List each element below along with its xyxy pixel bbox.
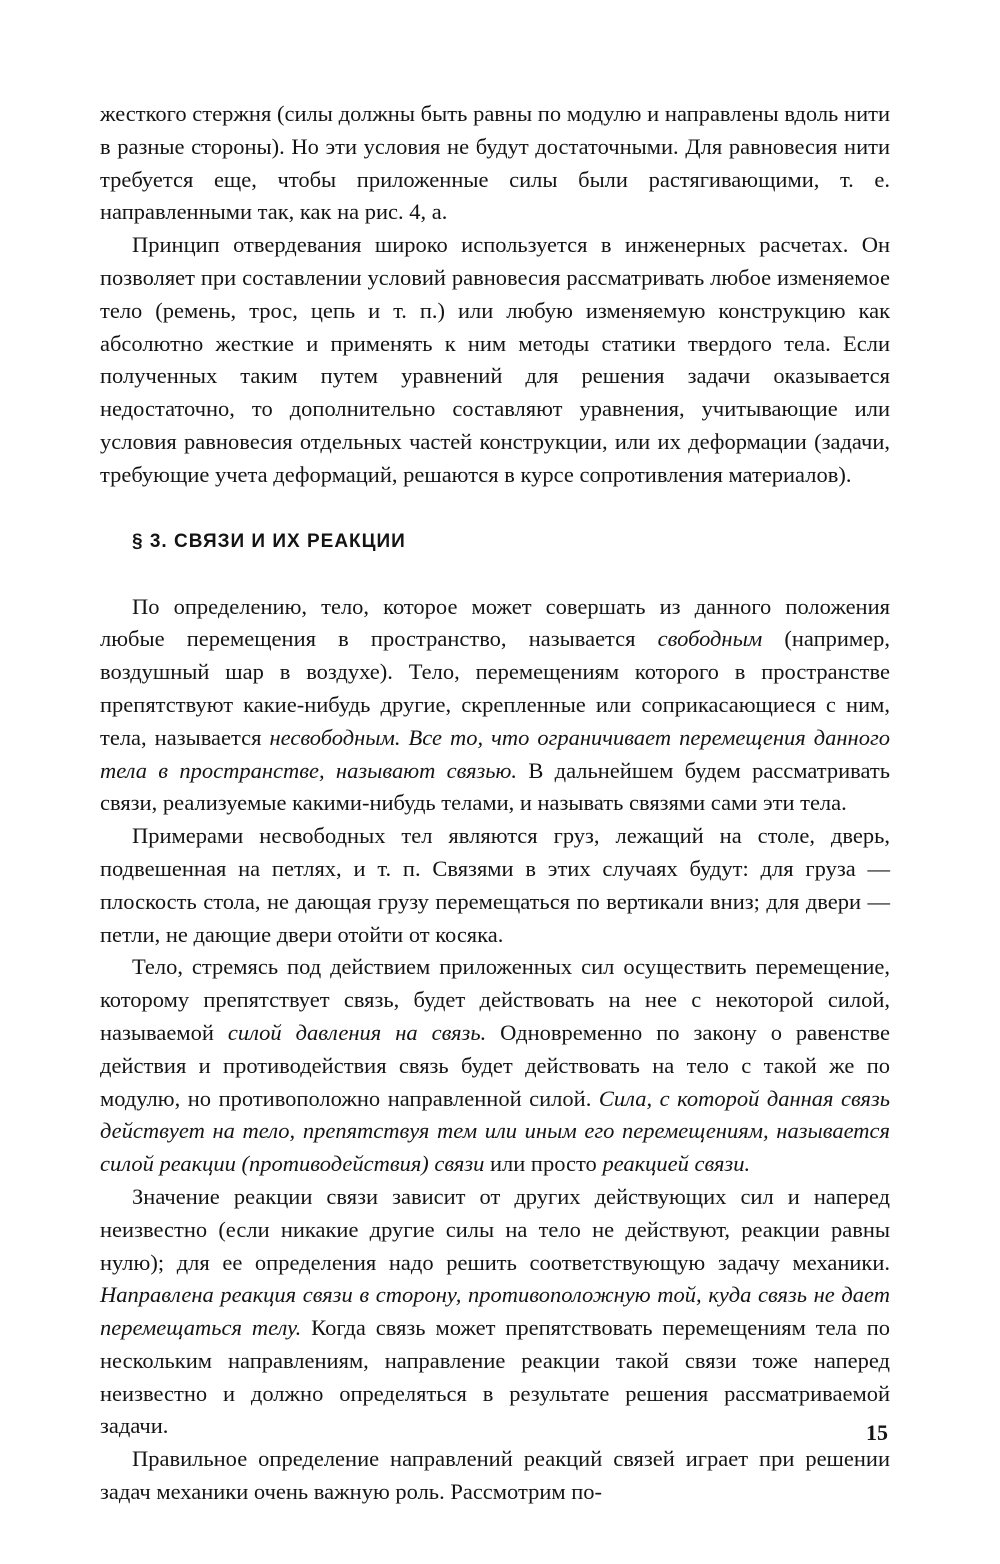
italic-rule: Направлена реакция связи в сторону, противоположную той, куда связь не дает перемещаться телу.	[100, 1282, 890, 1341]
italic-term: силой давления на связь.	[227, 1019, 487, 1045]
paragraph-definition-free-body	[100, 591, 890, 821]
paragraph-continued: жесткого стержня (силы должны быть равны по модулю и направлены вдоль нити в разные стороны). Но эти условия не будут достаточными. Для равновесия нити требуется еще, чтобы приложенные силы были растягивающими, т. е. направленными так, как на рис. 4, а.	[100, 101, 890, 225]
text-run: В дальнейшем будем рассматривать связи, реализуемые какими-нибудь телами, и называть связями сами эти тела.	[100, 757, 890, 816]
text-run: Одновременно по закону о равенстве действия и противодействия связь будет действовать на тело с такой же по модулю, но противоположно направленной силой.	[100, 1019, 890, 1111]
italic-definition: Сила, с которой данная связь действует на тело, препятствуя тем или иным его перемещениям, называется силой реакции (противодействия) связи	[100, 1085, 890, 1177]
page-body	[100, 98, 890, 1509]
text-run: По определению, тело, которое может совершать из данного положения любые перемещения в пространство, называется	[100, 593, 890, 652]
text-run: Значение реакции связи зависит от других действующих сил и наперед неизвестно (если никакие другие силы на тело не действуют, реакции равны нулю); для ее определения надо решить соответствующую задачу механики.	[100, 1183, 890, 1275]
paragraph-reaction-definition	[100, 951, 890, 1181]
paragraph-solidification-principle: Принцип отвердевания широко используется в инженерных расчетах. Он позволяет при составлении условий равновесия рассматривать любое изменяемое тело (ремень, трос, цепь и т. п.) или любую изменяемую конструкцию как абсолютно жесткие и применять к ним методы статики твердого тела. Если полученных таким путем уравнений для решения задачи оказывается недостаточно, то дополнительно составляют уравнения, учитывающие или условия равновесия отдельных частей конструкции, или их деформации (задачи, требующие учета деформаций, решаются в курсе сопротивления материалов).	[100, 232, 890, 487]
text-run: Тело, стремясь под действием приложенных сил осуществить перемещение, которому препятствует связь, будет действовать на нее с некоторой силой, называемой	[100, 954, 890, 1045]
italic-term: свободным	[657, 626, 763, 652]
italic-definition: несвободным. Все то, что ограничивает перемещения данного тела в пространстве, называют связью.	[100, 724, 891, 783]
text-run: Когда связь может препятствовать перемещениям тела по нескольким направлениям, направление реакции такой связи тоже наперед неизвестно и должно определяться в результате решения рассматриваемой задачи.	[100, 1315, 890, 1439]
paragraph-reaction-direction	[100, 1181, 890, 1443]
text-run: или просто	[484, 1151, 603, 1177]
text-run: (например, воздушный шар в воздухе). Тело, перемещениям которого в пространстве препятствуют какие-нибудь другие, скрепленные или соприкасающиеся с ним, тела, называется	[100, 626, 891, 750]
section-heading: § 3. СВЯЗИ И ИХ РЕАКЦИИ	[132, 530, 406, 552]
paragraph-examples: Примерами несвободных тел являются груз, лежащий на столе, дверь, подвешенная на петлях, и т. п. Связями в этих случаях будут: для груза — плоскость стола, не дающая грузу перемещаться по вертикали вниз; для двери — петли, не дающие двери отойти от косяка.	[100, 823, 890, 947]
paragraph-importance: Правильное определение направлений реакций связей играет при решении задач механики очень важную роль. Рассмотрим по-	[100, 1446, 890, 1505]
page-number: 15	[866, 1420, 888, 1445]
italic-term: реакцией связи.	[602, 1151, 751, 1177]
